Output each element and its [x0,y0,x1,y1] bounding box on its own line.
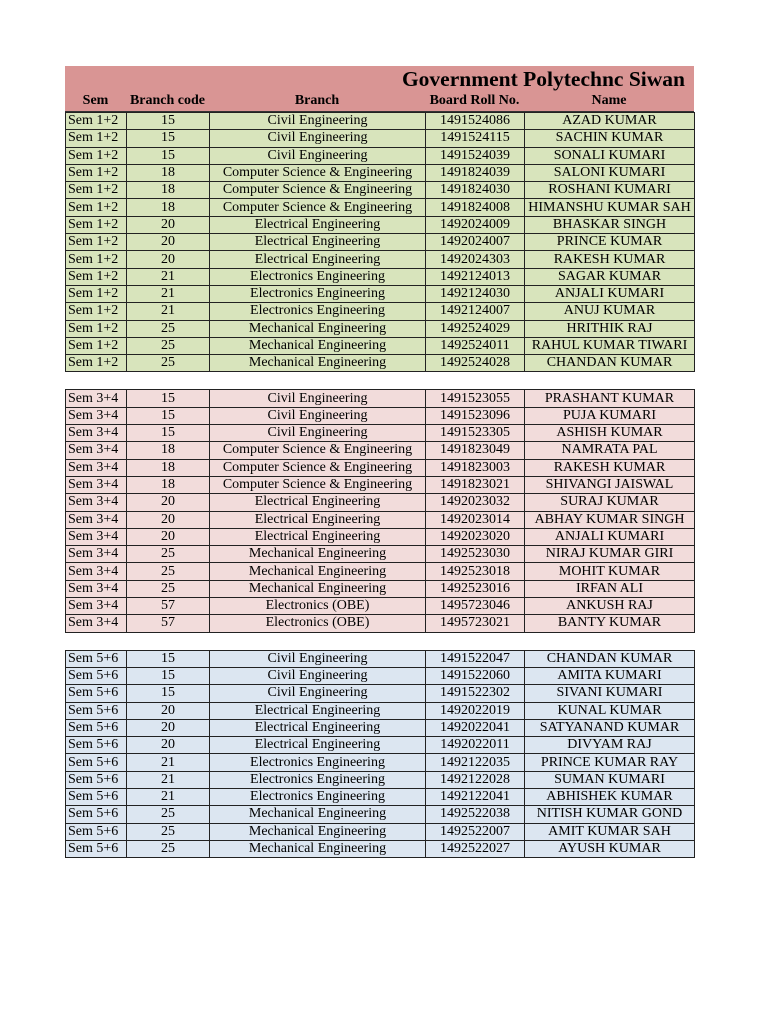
cell-board-roll-no: 1491524039 [426,147,525,164]
table-row [66,216,695,233]
cell-branch-code: 21 [127,285,210,302]
cell-board-roll-no: 1491823021 [426,476,525,493]
cell-branch-code: 20 [127,719,210,736]
table-row [66,199,695,216]
cell-sem: Sem 3+4 [66,615,127,632]
table-row [66,840,695,857]
cell-name: SURAJ KUMAR [525,494,695,511]
cell-name: ROSHANI KUMARI [525,182,695,199]
table-row [66,615,695,632]
cell-sem: Sem 5+6 [66,719,127,736]
table-row [66,580,695,597]
table-row [66,355,695,372]
cell-branch-code: 25 [127,355,210,372]
cell-sem: Sem 5+6 [66,685,127,702]
cell-branch: Computer Science & Engineering [210,459,426,476]
cell-branch-code: 25 [127,806,210,823]
cell-branch-code: 18 [127,199,210,216]
cell-branch-code: 15 [127,685,210,702]
cell-branch: Electronics Engineering [210,771,426,788]
cell-sem: Sem 3+4 [66,511,127,528]
column-header-sem: Sem [82,93,109,108]
table-row [66,320,695,337]
cell-name: AMIT KUMAR SAH [525,823,695,840]
cell-branch: Civil Engineering [210,650,426,667]
cell-branch-code: 20 [127,511,210,528]
group-spacer [65,372,694,389]
cell-branch-code: 18 [127,459,210,476]
cell-branch-code: 57 [127,598,210,615]
cell-branch: Civil Engineering [210,407,426,424]
cell-sem: Sem 3+4 [66,442,127,459]
cell-branch-code: 21 [127,268,210,285]
cell-branch: Civil Engineering [210,685,426,702]
cell-board-roll-no: 1492022019 [426,702,525,719]
cell-board-roll-no: 1491823003 [426,459,525,476]
cell-name: SIVANI KUMARI [525,685,695,702]
cell-board-roll-no: 1491523055 [426,390,525,407]
table-row [66,182,695,199]
table-row [66,164,695,181]
cell-board-roll-no: 1495723021 [426,615,525,632]
cell-name: CHANDAN KUMAR [525,650,695,667]
cell-name: HIMANSHU KUMAR SAH [525,199,695,216]
roll-list-sheet [65,66,694,858]
cell-name: RAKESH KUMAR [525,251,695,268]
cell-sem: Sem 1+2 [66,337,127,354]
cell-board-roll-no: 1492523016 [426,580,525,597]
cell-sem: Sem 1+2 [66,285,127,302]
cell-name: HRITHIK RAJ [525,320,695,337]
cell-branch-code: 57 [127,615,210,632]
cell-branch: Civil Engineering [210,147,426,164]
cell-board-roll-no: 1491823049 [426,442,525,459]
table-row [66,113,695,130]
cell-sem: Sem 5+6 [66,823,127,840]
cell-board-roll-no: 1491522302 [426,685,525,702]
table-row [66,754,695,771]
cell-name: PRINCE KUMAR [525,234,695,251]
table-row [66,685,695,702]
cell-sem: Sem 1+2 [66,199,127,216]
cell-branch: Electrical Engineering [210,528,426,545]
table-row [66,130,695,147]
cell-branch-code: 25 [127,320,210,337]
cell-board-roll-no: 1492122035 [426,754,525,771]
cell-name: CHANDAN KUMAR [525,355,695,372]
cell-name: ANJALI KUMARI [525,528,695,545]
cell-branch-code: 15 [127,130,210,147]
cell-branch: Electronics (OBE) [210,598,426,615]
cell-board-roll-no: 1492524028 [426,355,525,372]
table-row [66,806,695,823]
cell-sem: Sem 5+6 [66,754,127,771]
cell-branch-code: 18 [127,182,210,199]
cell-name: ANUJ KUMAR [525,303,695,320]
table-row [66,268,695,285]
cell-board-roll-no: 1491524086 [426,113,525,130]
cell-branch-code: 25 [127,840,210,857]
cell-board-roll-no: 1495723046 [426,598,525,615]
cell-branch: Computer Science & Engineering [210,199,426,216]
cell-branch: Mechanical Engineering [210,580,426,597]
cell-name: SUMAN KUMARI [525,771,695,788]
cell-name: AMITA KUMARI [525,667,695,684]
cell-board-roll-no: 1492024303 [426,251,525,268]
cell-name: KUNAL KUMAR [525,702,695,719]
cell-sem: Sem 1+2 [66,303,127,320]
cell-board-roll-no: 1492522038 [426,806,525,823]
cell-name: MOHIT KUMAR [525,563,695,580]
cell-sem: Sem 5+6 [66,806,127,823]
cell-branch: Electrical Engineering [210,216,426,233]
cell-sem: Sem 1+2 [66,355,127,372]
cell-branch: Electrical Engineering [210,719,426,736]
cell-sem: Sem 1+2 [66,216,127,233]
group-spacer [65,633,694,650]
cell-name: PRINCE KUMAR RAY [525,754,695,771]
cell-board-roll-no: 1492522007 [426,823,525,840]
cell-sem: Sem 1+2 [66,147,127,164]
cell-sem: Sem 5+6 [66,788,127,805]
cell-board-roll-no: 1491824008 [426,199,525,216]
cell-sem: Sem 5+6 [66,650,127,667]
cell-branch: Mechanical Engineering [210,840,426,857]
cell-branch-code: 15 [127,425,210,442]
cell-branch-code: 15 [127,650,210,667]
cell-name: ABHAY KUMAR SINGH [525,511,695,528]
cell-sem: Sem 3+4 [66,390,127,407]
cell-board-roll-no: 1491522060 [426,667,525,684]
column-header-name: Name [591,93,627,108]
cell-branch: Electrical Engineering [210,737,426,754]
cell-board-roll-no: 1492524029 [426,320,525,337]
cell-name: ANJALI KUMARI [525,285,695,302]
cell-board-roll-no: 1492024007 [426,234,525,251]
cell-sem: Sem 1+2 [66,182,127,199]
cell-board-roll-no: 1492523030 [426,546,525,563]
cell-branch: Computer Science & Engineering [210,476,426,493]
cell-name: SALONI KUMARI [525,164,695,181]
cell-sem: Sem 1+2 [66,130,127,147]
cell-sem: Sem 5+6 [66,702,127,719]
cell-branch: Electronics Engineering [210,788,426,805]
cell-branch: Electrical Engineering [210,511,426,528]
cell-branch-code: 18 [127,164,210,181]
cell-sem: Sem 1+2 [66,251,127,268]
group-table-sem-5-6 [65,650,695,859]
cell-name: NAMRATA PAL [525,442,695,459]
cell-sem: Sem 5+6 [66,737,127,754]
cell-sem: Sem 3+4 [66,407,127,424]
cell-branch: Civil Engineering [210,425,426,442]
page-title: Government Polytechnc Siwan [401,67,685,91]
table-row [66,407,695,424]
cell-branch: Electronics Engineering [210,754,426,771]
cell-sem: Sem 3+4 [66,598,127,615]
table-row [66,147,695,164]
cell-sem: Sem 3+4 [66,459,127,476]
cell-board-roll-no: 1492124007 [426,303,525,320]
cell-branch-code: 25 [127,823,210,840]
table-row [66,476,695,493]
cell-branch: Electrical Engineering [210,234,426,251]
cell-branch: Electronics Engineering [210,285,426,302]
cell-sem: Sem 5+6 [66,840,127,857]
table-row [66,442,695,459]
column-headers [65,93,694,109]
cell-branch: Mechanical Engineering [210,806,426,823]
cell-name: AYUSH KUMAR [525,840,695,857]
cell-name: RAHUL KUMAR TIWARI [525,337,695,354]
cell-branch-code: 21 [127,771,210,788]
cell-name: BANTY KUMAR [525,615,695,632]
cell-board-roll-no: 1492122041 [426,788,525,805]
cell-name: SATYANAND KUMAR [525,719,695,736]
cell-branch-code: 20 [127,494,210,511]
cell-board-roll-no: 1491523096 [426,407,525,424]
table-row [66,425,695,442]
cell-branch-code: 25 [127,546,210,563]
cell-branch-code: 21 [127,754,210,771]
table-row [66,303,695,320]
table-row [66,788,695,805]
cell-branch: Electrical Engineering [210,702,426,719]
table-row [66,737,695,754]
cell-branch: Computer Science & Engineering [210,164,426,181]
cell-name: ANKUSH RAJ [525,598,695,615]
cell-sem: Sem 3+4 [66,494,127,511]
cell-name: NIRAJ KUMAR GIRI [525,546,695,563]
cell-name: IRFAN ALI [525,580,695,597]
cell-branch: Electronics Engineering [210,268,426,285]
cell-sem: Sem 1+2 [66,268,127,285]
group-table-sem-3-4 [65,389,695,632]
cell-branch: Mechanical Engineering [210,320,426,337]
cell-branch-code: 20 [127,737,210,754]
cell-branch-code: 20 [127,528,210,545]
cell-branch: Civil Engineering [210,390,426,407]
cell-name: BHASKAR SINGH [525,216,695,233]
cell-board-roll-no: 1492124013 [426,268,525,285]
cell-board-roll-no: 1491523305 [426,425,525,442]
cell-board-roll-no: 1491824039 [426,164,525,181]
cell-sem: Sem 1+2 [66,113,127,130]
cell-board-roll-no: 1491524115 [426,130,525,147]
table-row [66,285,695,302]
cell-sem: Sem 3+4 [66,425,127,442]
cell-branch: Computer Science & Engineering [210,442,426,459]
cell-name: NITISH KUMAR GOND [525,806,695,823]
table-row [66,459,695,476]
cell-branch-code: 25 [127,563,210,580]
cell-name: SAGAR KUMAR [525,268,695,285]
cell-board-roll-no: 1492022011 [426,737,525,754]
cell-branch-code: 20 [127,216,210,233]
cell-branch: Mechanical Engineering [210,823,426,840]
cell-name: RAKESH KUMAR [525,459,695,476]
column-header-branch: Branch [294,93,340,108]
cell-name: SACHIN KUMAR [525,130,695,147]
cell-branch-code: 15 [127,147,210,164]
table-row [66,598,695,615]
cell-branch: Electrical Engineering [210,251,426,268]
cell-sem: Sem 3+4 [66,546,127,563]
cell-branch: Electronics (OBE) [210,615,426,632]
table-row [66,563,695,580]
cell-sem: Sem 3+4 [66,580,127,597]
cell-branch: Mechanical Engineering [210,355,426,372]
cell-branch-code: 15 [127,390,210,407]
cell-sem: Sem 3+4 [66,528,127,545]
cell-board-roll-no: 1492122028 [426,771,525,788]
cell-name: PRASHANT KUMAR [525,390,695,407]
cell-board-roll-no: 1492522027 [426,840,525,857]
cell-branch-code: 15 [127,667,210,684]
cell-sem: Sem 1+2 [66,234,127,251]
cell-branch-code: 25 [127,580,210,597]
cell-sem: Sem 5+6 [66,771,127,788]
cell-board-roll-no: 1491522047 [426,650,525,667]
cell-sem: Sem 3+4 [66,563,127,580]
cell-board-roll-no: 1491824030 [426,182,525,199]
table-row [66,823,695,840]
cell-name: SHIVANGI JAISWAL [525,476,695,493]
column-header-board-roll-no: Board Roll No. [429,93,520,108]
table-row [66,650,695,667]
cell-board-roll-no: 1492523018 [426,563,525,580]
cell-sem: Sem 3+4 [66,476,127,493]
cell-sem: Sem 1+2 [66,164,127,181]
group-table-sem-1-2 [65,112,695,372]
cell-board-roll-no: 1492022041 [426,719,525,736]
cell-sem: Sem 5+6 [66,667,127,684]
sheet-header [65,66,694,112]
cell-branch: Electronics Engineering [210,303,426,320]
cell-name: SONALI KUMARI [525,147,695,164]
table-row [66,771,695,788]
cell-branch: Mechanical Engineering [210,546,426,563]
cell-name: DIVYAM RAJ [525,737,695,754]
cell-sem: Sem 1+2 [66,320,127,337]
cell-name: ABHISHEK KUMAR [525,788,695,805]
cell-name: PUJA KUMARI [525,407,695,424]
cell-branch: Mechanical Engineering [210,337,426,354]
cell-board-roll-no: 1492023020 [426,528,525,545]
cell-name: AZAD KUMAR [525,113,695,130]
table-row [66,546,695,563]
cell-branch-code: 20 [127,251,210,268]
cell-branch-code: 20 [127,702,210,719]
cell-branch-code: 25 [127,337,210,354]
cell-branch-code: 21 [127,788,210,805]
table-row [66,511,695,528]
column-header-branch-code: Branch code [129,93,206,108]
cell-name: ASHISH KUMAR [525,425,695,442]
cell-branch: Mechanical Engineering [210,563,426,580]
table-row [66,337,695,354]
cell-branch-code: 15 [127,113,210,130]
cell-branch: Civil Engineering [210,130,426,147]
table-row [66,494,695,511]
cell-branch: Civil Engineering [210,113,426,130]
table-row [66,528,695,545]
cell-branch-code: 18 [127,476,210,493]
cell-branch-code: 18 [127,442,210,459]
cell-branch-code: 21 [127,303,210,320]
cell-branch: Computer Science & Engineering [210,182,426,199]
table-row [66,234,695,251]
table-row [66,702,695,719]
cell-branch: Electrical Engineering [210,494,426,511]
table-row [66,667,695,684]
table-row [66,390,695,407]
cell-branch-code: 15 [127,407,210,424]
cell-board-roll-no: 1492023014 [426,511,525,528]
cell-board-roll-no: 1492124030 [426,285,525,302]
cell-branch: Civil Engineering [210,667,426,684]
table-row [66,719,695,736]
cell-branch-code: 20 [127,234,210,251]
table-row [66,251,695,268]
cell-board-roll-no: 1492524011 [426,337,525,354]
cell-board-roll-no: 1492024009 [426,216,525,233]
cell-board-roll-no: 1492023032 [426,494,525,511]
